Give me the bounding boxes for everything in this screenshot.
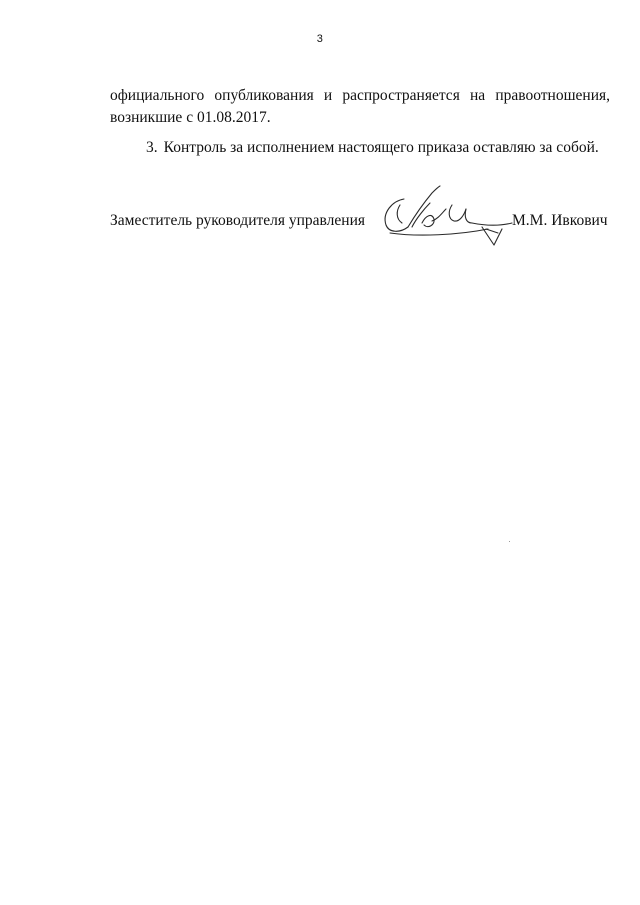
- signatory-name: М.М. Ивкович: [512, 212, 608, 229]
- signatory-position: Заместитель руководителя управления: [110, 212, 366, 229]
- scan-speck: [509, 541, 510, 542]
- page-number: 3: [316, 33, 324, 45]
- handwritten-signature: [378, 183, 518, 253]
- paragraph-line-1: официального опубликования и распространяется на правоотношения,: [110, 87, 610, 104]
- list-item-3: [146, 138, 599, 158]
- paragraph-line-2: возникшие с 01.08.2017.: [110, 109, 271, 126]
- list-item-number: 3.: [146, 139, 158, 156]
- list-item-text: Контроль за исполнением настоящего приказа оставляю за собой.: [163, 139, 599, 156]
